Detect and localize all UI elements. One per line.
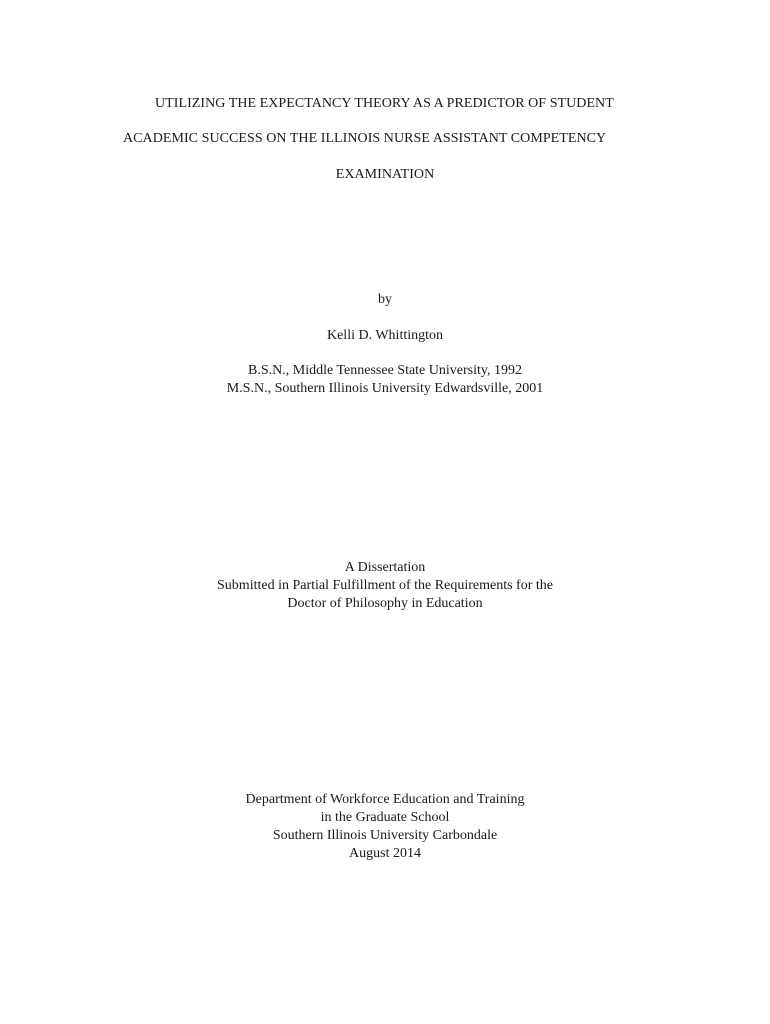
author-name: Kelli D. Whittington: [326, 328, 443, 343]
fulfillment-text: Submitted in Partial Fulfillment of the Requirements for the: [217, 578, 553, 593]
title-line-3: EXAMINATION: [335, 167, 435, 182]
university-name: Southern Illinois University Carbondale: [272, 828, 498, 843]
dissertation-label: A Dissertation: [344, 560, 426, 575]
by-label: by: [378, 292, 392, 307]
degree-bsn: B.S.N., Middle Tennessee State University, 1992: [248, 363, 522, 378]
degree-msn: M.S.N., Southern Illinois University Edwardsville, 2001: [226, 381, 544, 396]
department-name: Department of Workforce Education and Training: [245, 792, 525, 807]
degree-sought: Doctor of Philosophy in Education: [287, 596, 483, 611]
submission-date: August 2014: [349, 846, 421, 861]
graduate-school: in the Graduate School: [320, 810, 450, 825]
title-line-2: ACADEMIC SUCCESS ON THE ILLINOIS NURSE ASSISTANT COMPETENCY: [123, 131, 607, 146]
title-line-1: UTILIZING THE EXPECTANCY THEORY AS A PREDICTOR OF STUDENT: [155, 96, 614, 111]
